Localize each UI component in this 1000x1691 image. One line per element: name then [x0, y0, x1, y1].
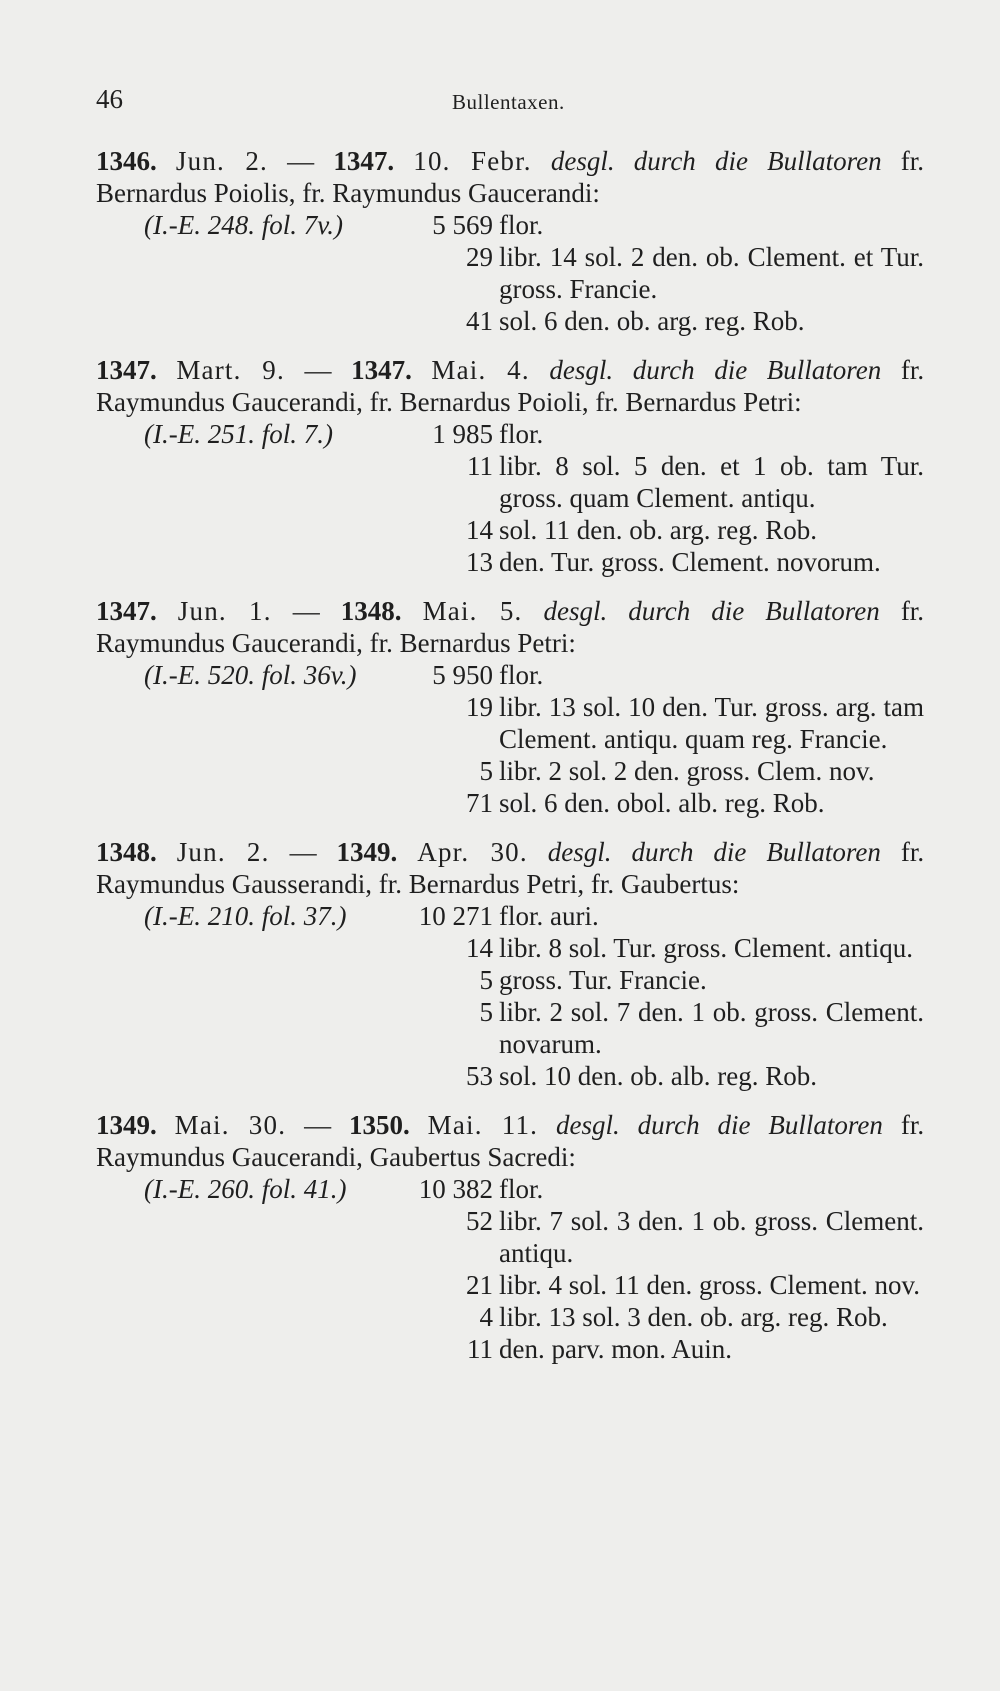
amount-number: 11 — [467, 451, 493, 481]
date-dash: — — [289, 837, 317, 867]
amount-number: 10 271 — [418, 901, 493, 931]
amount-text: libr. 2 sol. 7 den. 1 ob. gross. Clement. novarum. — [499, 997, 924, 1059]
amount-row — [96, 1333, 924, 1365]
amount-number: 41 — [466, 306, 493, 336]
entry-line-1 — [96, 836, 924, 868]
amount-number: 5 — [479, 965, 493, 995]
amount-row — [96, 755, 924, 787]
amount-text: flor. — [499, 210, 544, 240]
amount-text: libr. 7 sol. 3 den. 1 ob. gross. Clement. antiqu. — [499, 1206, 924, 1268]
amount-indent — [96, 787, 441, 819]
amount-indent — [96, 1205, 441, 1269]
amount-indent — [96, 546, 441, 578]
entry-line-1 — [96, 1109, 924, 1141]
amount-number: 4 — [479, 1302, 493, 1332]
amount-text: sol. 6 den. obol. alb. reg. Rob. — [499, 788, 825, 818]
amount-text: gross. Tur. Francie. — [499, 965, 707, 995]
entry-description: desgl. durch die Bullatoren — [556, 1110, 883, 1140]
entry-line-1-tail: fr. — [900, 355, 925, 385]
date-end-day: Mai. 11. — [427, 1110, 539, 1140]
amount-row — [96, 546, 924, 578]
amount-row-first — [96, 900, 924, 932]
date-end-day: Mai. 5. — [422, 596, 523, 626]
amount-row — [96, 787, 924, 819]
entry-line-1-tail: fr. — [900, 146, 925, 176]
amount-indent — [96, 691, 441, 755]
amount-row — [96, 932, 924, 964]
amount-row — [96, 691, 924, 755]
amount-number: 5 — [479, 756, 493, 786]
entry — [96, 836, 924, 1092]
date-dash: — — [304, 355, 332, 385]
date-start-day: Jun. 2. — [176, 837, 270, 867]
source-reference: (I.-E. 260. fol. 41.) — [144, 1174, 347, 1204]
date-start-year: 1346. — [96, 146, 157, 176]
amount-text: libr. 2 sol. 2 den. gross. Clem. nov. — [499, 756, 875, 786]
entry-line-1-tail: fr. — [900, 1110, 925, 1140]
date-start-year: 1347. — [96, 596, 157, 626]
amount-row — [96, 996, 924, 1060]
amount-number: 5 — [479, 997, 493, 1027]
source-reference: (I.-E. 248. fol. 7v.) — [144, 210, 343, 240]
amount-number: 52 — [466, 1206, 493, 1236]
entry-line-1-tail: fr. — [900, 837, 925, 867]
running-head: Bullentaxen. — [452, 90, 565, 114]
amount-indent — [96, 450, 441, 514]
amount-number: 14 — [466, 515, 493, 545]
amount-number: 71 — [466, 788, 493, 818]
date-end-day: Mai. 4. — [431, 355, 530, 385]
amount-indent — [96, 1060, 441, 1092]
amount-row-first — [96, 1173, 924, 1205]
amount-number: 1 985 — [432, 419, 493, 449]
amount-row — [96, 1060, 924, 1092]
amount-number: 21 — [466, 1270, 493, 1300]
date-start-year: 1347. — [96, 355, 157, 385]
amount-number: 5 569 — [432, 210, 493, 240]
date-end-day: 10. Febr. — [413, 146, 532, 176]
amount-number: 53 — [466, 1061, 493, 1091]
entry — [96, 145, 924, 337]
entry-description: desgl. durch die Bullatoren — [549, 355, 882, 385]
date-end-day: Apr. 30. — [417, 837, 528, 867]
amount-text: flor. — [499, 660, 544, 690]
amount-text: sol. 6 den. ob. arg. reg. Rob. — [499, 306, 805, 336]
amount-row — [96, 1269, 924, 1301]
entry-line-1-tail: fr. — [900, 596, 925, 626]
amount-indent — [96, 1301, 441, 1333]
source-reference: (I.-E. 520. fol. 36v.) — [144, 660, 357, 690]
entry — [96, 1109, 924, 1365]
amount-text: libr. 14 sol. 2 den. ob. Clement. et Tur. gross. Francie. — [499, 242, 924, 304]
entry-line-2: Bernardus Poiolis, fr. Raymundus Gaucerandi: — [96, 178, 600, 208]
amount-text: libr. 13 sol. 10 den. Tur. gross. arg. tam Clement. antiqu. quam reg. Francie. — [499, 692, 924, 754]
amount-indent — [96, 514, 441, 546]
entry-description: desgl. durch die Bullatoren — [550, 146, 882, 176]
amount-number: 11 — [467, 1334, 493, 1364]
amount-row-first — [96, 659, 924, 691]
amount-text: flor. — [499, 419, 544, 449]
amount-number: 5 950 — [432, 660, 493, 690]
amount-row — [96, 450, 924, 514]
entry — [96, 595, 924, 819]
amount-number: 14 — [466, 933, 493, 963]
amount-row — [96, 241, 924, 305]
date-dash: — — [287, 146, 315, 176]
amount-text: libr. 8 sol. 5 den. et 1 ob. tam Tur. gross. quam Clement. antiqu. — [499, 451, 924, 513]
amount-text: libr. 8 sol. Tur. gross. Clement. antiqu. — [499, 933, 914, 963]
amount-indent — [96, 1333, 441, 1365]
source-reference: (I.-E. 210. fol. 37.) — [144, 901, 347, 931]
entry-line-2: Raymundus Gaucerandi, Gaubertus Sacredi: — [96, 1142, 576, 1172]
entry-line-1 — [96, 595, 924, 627]
entries-list — [96, 145, 924, 1382]
date-start-day: Mai. 30. — [174, 1110, 287, 1140]
entry-description: desgl. durch die Bullatoren — [547, 837, 881, 867]
entry — [96, 354, 924, 578]
amount-number: 10 382 — [418, 1174, 493, 1204]
date-start-day: Jun. 1. — [177, 596, 272, 626]
amount-text: den. parv. mon. Auin. — [499, 1334, 732, 1364]
amount-text: sol. 10 den. ob. alb. reg. Rob. — [499, 1061, 817, 1091]
source-reference: (I.-E. 251. fol. 7.) — [144, 419, 333, 449]
date-start-year: 1349. — [96, 1110, 157, 1140]
date-dash: — — [304, 1110, 332, 1140]
entry-line-1 — [96, 354, 924, 386]
date-end-year: 1347. — [333, 146, 395, 176]
amount-text: libr. 4 sol. 11 den. gross. Clement. nov. — [499, 1270, 920, 1300]
amount-indent — [96, 932, 441, 964]
amount-row — [96, 1205, 924, 1269]
date-start-year: 1348. — [96, 837, 157, 867]
entry-line-1 — [96, 145, 924, 177]
amount-number: 29 — [466, 242, 493, 272]
amount-row — [96, 514, 924, 546]
amount-indent — [96, 996, 441, 1060]
date-end-year: 1349. — [336, 837, 398, 867]
entry-description: desgl. durch die Bullatoren — [543, 596, 880, 626]
date-end-year: 1350. — [348, 1110, 410, 1140]
amount-number: 13 — [466, 547, 493, 577]
amount-text: den. Tur. gross. Clement. novorum. — [499, 547, 881, 577]
amount-text: flor. — [499, 1174, 544, 1204]
amount-row-first — [96, 418, 924, 450]
amount-text: flor. auri. — [499, 901, 599, 931]
entry-line-2: Raymundus Gausserandi, fr. Bernardus Petri, fr. Gaubertus: — [96, 869, 740, 899]
date-start-day: Jun. 2. — [175, 146, 268, 176]
amount-indent — [96, 755, 441, 787]
page-number: 46 — [96, 84, 123, 114]
amount-row — [96, 305, 924, 337]
amount-indent — [96, 964, 441, 996]
entry-line-2: Raymundus Gaucerandi, fr. Bernardus Poioli, fr. Bernardus Petri: — [96, 387, 802, 417]
amount-text: sol. 11 den. ob. arg. reg. Rob. — [499, 515, 817, 545]
amount-row — [96, 1301, 924, 1333]
date-dash: — — [292, 596, 320, 626]
amount-indent — [96, 1269, 441, 1301]
date-start-day: Mart. 9. — [176, 355, 285, 385]
amount-text: libr. 13 sol. 3 den. ob. arg. reg. Rob. — [499, 1302, 888, 1332]
amount-indent — [96, 305, 441, 337]
amount-indent — [96, 241, 441, 305]
amount-row-first — [96, 209, 924, 241]
amount-number: 19 — [466, 692, 493, 722]
date-end-year: 1348. — [340, 596, 402, 626]
amount-row — [96, 964, 924, 996]
entry-line-2: Raymundus Gaucerandi, fr. Bernardus Petri: — [96, 628, 576, 658]
date-end-year: 1347. — [351, 355, 412, 385]
